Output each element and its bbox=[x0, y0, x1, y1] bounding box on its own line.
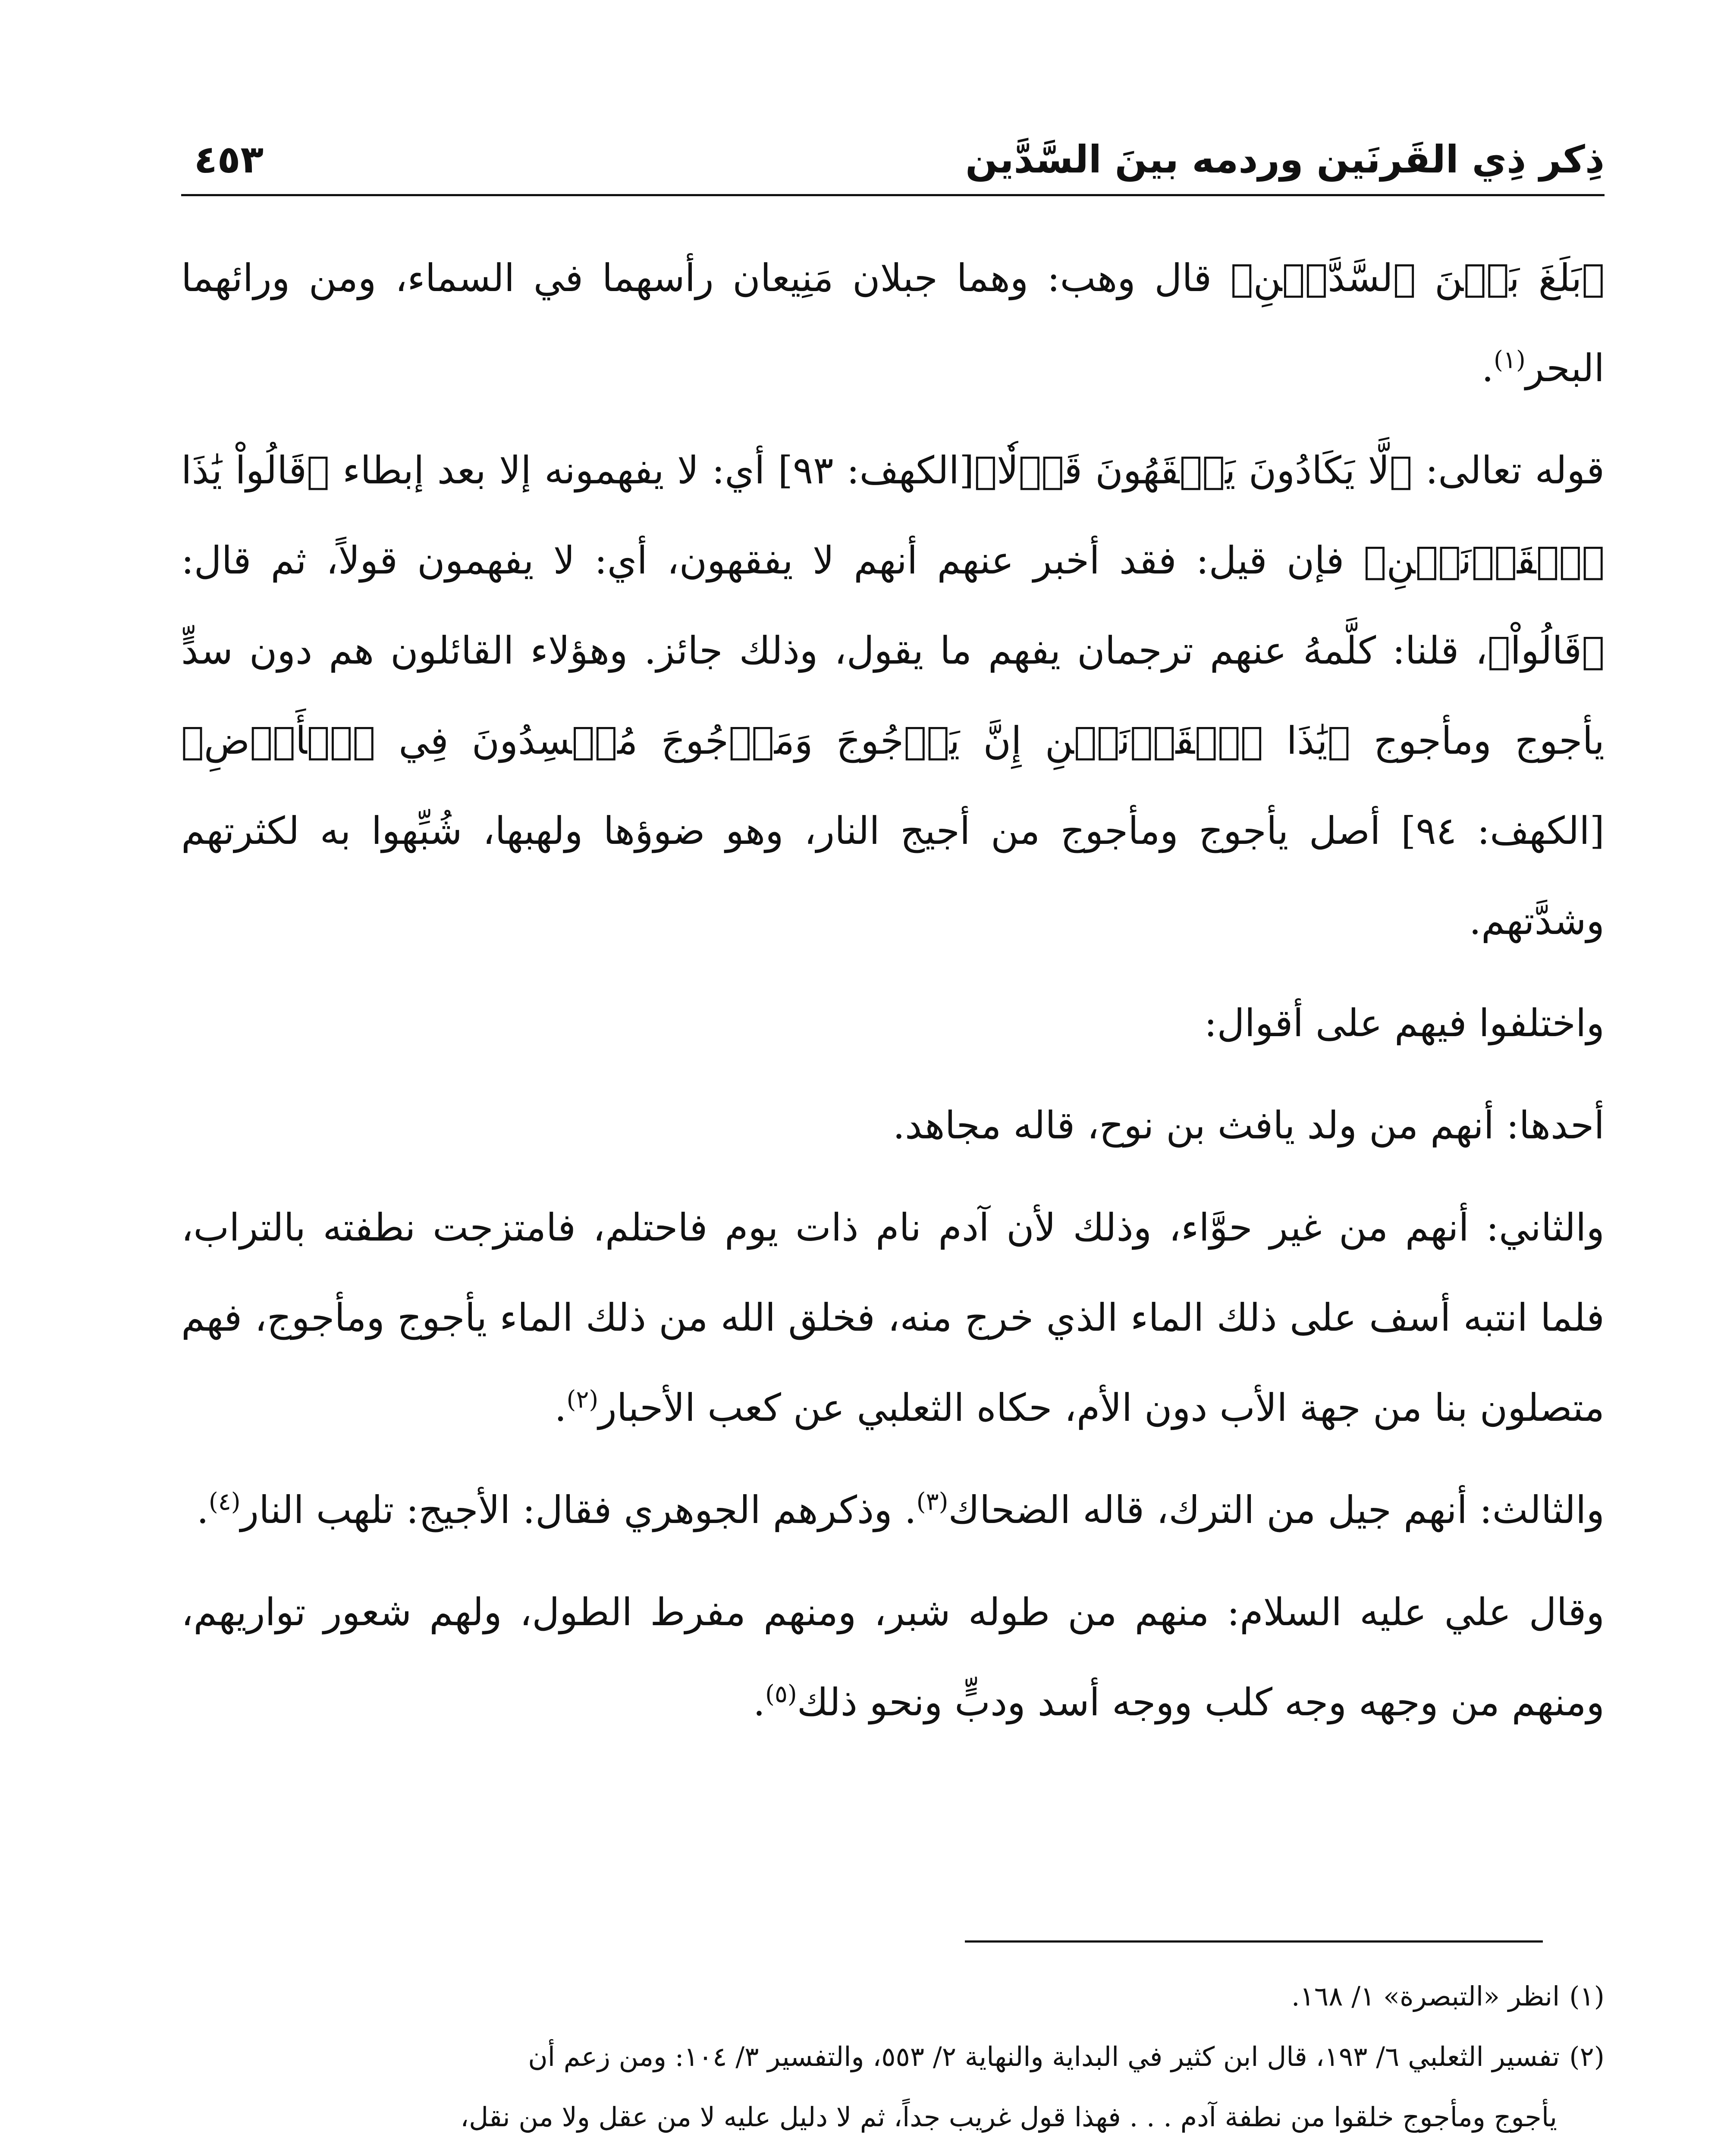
footnote-ref-2[interactable]: (٢) bbox=[566, 1385, 599, 1414]
quran-quote: ﴿بَلَغَ بَيۡنَ ٱلسَّدَّيۡنِ﴾ bbox=[1230, 256, 1605, 300]
paragraph-5 bbox=[181, 1182, 1605, 1453]
punctuation: . bbox=[753, 1680, 765, 1724]
paragraph-text: ، قلنا: كلَّمهُ عنهم ترجمان يفهم ما يقول، وذلك جائز. وهؤلاء القائلون هم دون سدٍّ يأجوج ومأجوج bbox=[181, 628, 1605, 763]
paragraph-4: أحدها: أنهم من ولد يافث بن نوح، قاله مجاهد. bbox=[893, 1103, 1605, 1147]
footnote-separator bbox=[965, 1940, 1543, 1943]
footnote-1 bbox=[181, 1966, 1605, 2027]
paragraph-7 bbox=[181, 1567, 1605, 1747]
paragraph-6 bbox=[181, 1465, 1605, 1555]
paragraph-text: [الكهف: ٩٤] أصل يأجوج ومأجوج من أجيج النار، وهو ضوؤها ولهبها، شُبِّهوا به لكثرتهم وشدَّتهم. bbox=[181, 808, 1605, 943]
footnote-ref-5[interactable]: (٥) bbox=[765, 1680, 797, 1708]
punctuation: . bbox=[554, 1385, 567, 1430]
paragraph-2 bbox=[181, 425, 1605, 966]
footnote-ref-1[interactable]: (١) bbox=[1494, 346, 1526, 374]
punctuation: . bbox=[1482, 346, 1494, 390]
paragraph-3: واختلفوا فيهم على أقوال: bbox=[1204, 1001, 1605, 1045]
page-header bbox=[181, 129, 1605, 196]
footnote-2 bbox=[181, 2027, 1605, 2087]
footnote-number: (١) bbox=[1569, 1981, 1605, 2012]
paragraph-text: والثاني: أنهم من غير حوَّاء، وذلك لأن آدم نام ذات يوم فاحتلم، فامتزجت نطفته بالتراب، فلما انتبه أسف على ذلك الماء الذي خرج منه، فخلق الله من ذلك الماء يأجوج ومأجوج، فهم متصلون بنا من جهة الأب دون الأم، حكاه الثعلبي عن كعب الأحبار bbox=[181, 1205, 1605, 1430]
paragraph-text: [الكهف: ٩٣] أي: لا يفهمونه إلا بعد إبطاء bbox=[329, 448, 974, 492]
footnote-ref-4[interactable]: (٤) bbox=[208, 1488, 241, 1516]
quran-quote: ﴿قَالُواْ﴾ bbox=[1487, 628, 1605, 673]
paragraph-text: . وذكرهم الجوهري فقال: الأجيج: تلهب النار bbox=[240, 1488, 917, 1532]
paragraph-text: قوله تعالى: bbox=[1412, 448, 1605, 492]
paragraph-text: وقال علي عليه السلام: منهم من طوله شبر، ومنهم مفرط الطول، ولهم شعور تواريهم، ومنهم من وجهه وجه كلب ووجه أسد ودبٍّ ونحو ذلك bbox=[181, 1590, 1605, 1724]
paragraph-text: والثالث: أنهم جيل من الترك، قاله الضحاك bbox=[948, 1488, 1605, 1532]
punctuation: . bbox=[196, 1488, 209, 1532]
quran-quote: ﴿قَالُواْ يَٰذَا ٱلۡقَرۡنَيۡنِ﴾ bbox=[181, 448, 1605, 583]
footnote-text: انظر «التبصرة» ١/ ١٦٨. bbox=[1291, 1981, 1560, 2012]
footnote-ref-3[interactable]: (٣) bbox=[916, 1488, 948, 1516]
footnote-text: تفسير الثعلبي ٦/ ١٩٣، قال ابن كثير في البداية والنهاية ٢/ ٥٥٣، والتفسير ٣/ ١٠٤: ومن زعم أن bbox=[528, 2041, 1560, 2072]
quran-quote: ﴿لَّا يَكَادُونَ يَفۡقَهُونَ قَوۡلٗا﴾ bbox=[974, 448, 1413, 492]
paragraph-text: فإن قيل: فقد أخبر عنهم أنهم لا يفقهون، أي: لا يفهمون قولاً، ثم قال: bbox=[181, 538, 1364, 583]
running-title: ذِكر ذِي القَرنَين وردمه بينَ السَّدَّين bbox=[965, 137, 1605, 182]
footnotes bbox=[181, 1966, 1605, 2156]
page-number: ٤٥٣ bbox=[194, 137, 264, 182]
paragraph-text: قال وهب: وهما جبلان مَنِيعان رأسهما في السماء، ومن ورائهما البحر bbox=[181, 256, 1605, 390]
paragraph-1 bbox=[181, 233, 1605, 413]
main-text bbox=[181, 233, 1605, 1759]
footnote-number: (٢) bbox=[1569, 2041, 1605, 2072]
footnote-2-line-2: يأجوج ومأجوج خلقوا من نطفة آدم . . . فهذا قول غريب جداً، ثم لا دليل عليه لا من عقل ولا من نقل، bbox=[460, 2101, 1557, 2133]
quran-quote: ﴿يَٰذَا ٱلۡقَرۡنَيۡنِ إِنَّ يَأۡجُوجَ وَمَأۡجُوجَ مُفۡسِدُونَ فِي ٱلۡأَرۡضِ﴾ bbox=[181, 718, 1350, 763]
footnote-2-line-3 bbox=[181, 2147, 1605, 2156]
